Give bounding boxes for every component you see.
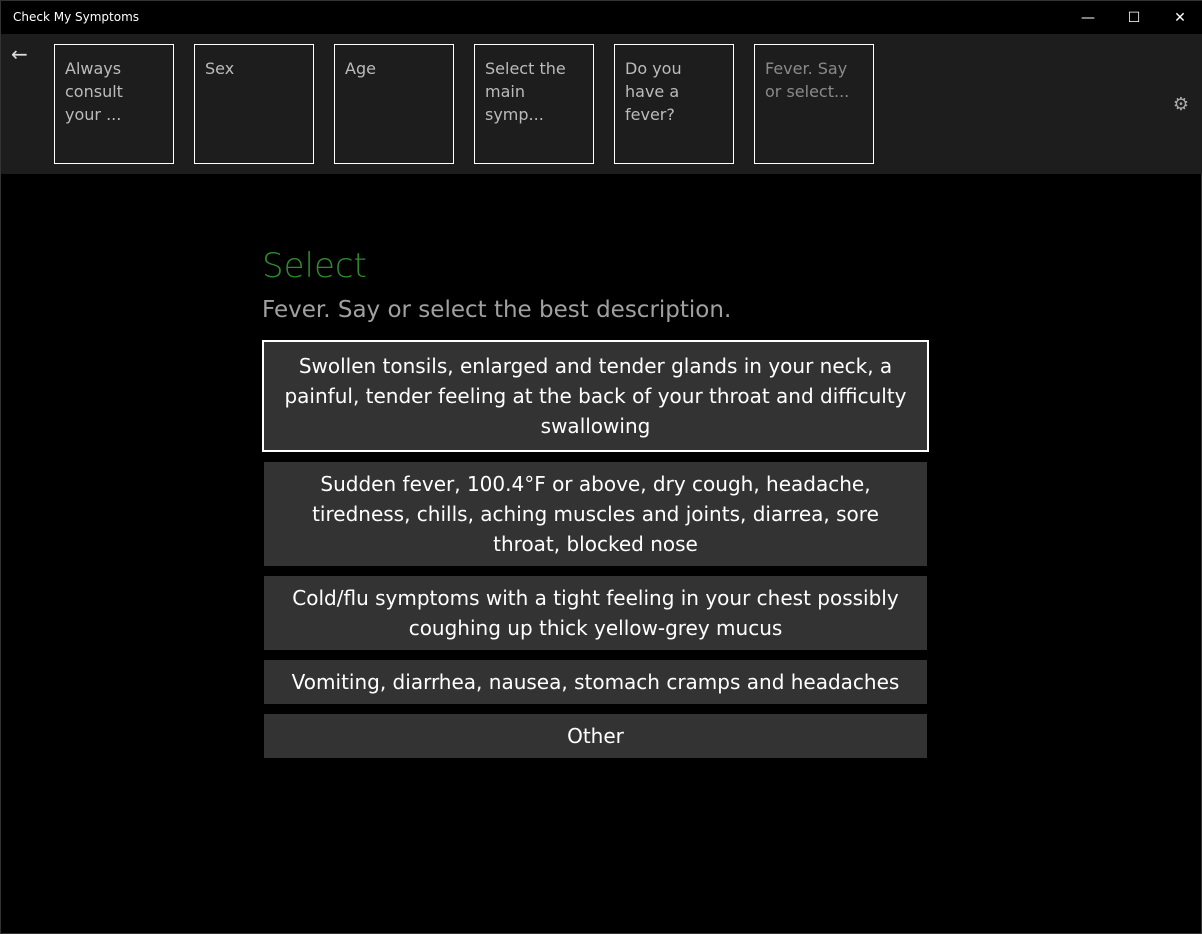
window-title: Check My Symptoms (13, 10, 140, 24)
option-button[interactable]: Cold/flu symptoms with a tight feeling in your chest possibly coughing up thick yellow-grey mucus (264, 576, 927, 650)
option-button-other[interactable]: Other (264, 714, 927, 758)
close-icon[interactable]: ✕ (1174, 9, 1186, 26)
maximize-icon[interactable]: ☐ (1127, 9, 1141, 26)
gear-icon[interactable]: ⚙ (1172, 94, 1189, 115)
title-bar (1, 1, 1202, 34)
breadcrumb-tile[interactable]: Always consult your ... (54, 44, 174, 164)
option-button[interactable]: Vomiting, diarrhea, nausea, stomach cramps and headaches (264, 660, 927, 704)
breadcrumb-tile[interactable]: Age (334, 44, 454, 164)
option-list (262, 340, 929, 768)
option-button[interactable]: Sudden fever, 100.4°F or above, dry cough, headache, tiredness, chills, aching muscles and joints, diarrea, sore throat, blocked nose (264, 462, 927, 566)
page-title: Select (262, 246, 367, 286)
back-arrow-icon[interactable]: ← (11, 42, 28, 66)
minimize-icon[interactable]: — (1081, 9, 1095, 26)
breadcrumb (1, 34, 1202, 174)
breadcrumb-tile[interactable]: Select the main symp... (474, 44, 594, 164)
option-button[interactable]: Swollen tonsils, enlarged and tender glands in your neck, a painful, tender feeling at the back of your throat and difficulty swallowing (262, 340, 929, 452)
question-prompt: Fever. Say or select the best description. (262, 297, 732, 323)
breadcrumb-tile[interactable]: Sex (194, 44, 314, 164)
breadcrumb-tile[interactable]: Do you have a fever? (614, 44, 734, 164)
breadcrumb-tile-current[interactable]: Fever. Say or select... (754, 44, 874, 164)
